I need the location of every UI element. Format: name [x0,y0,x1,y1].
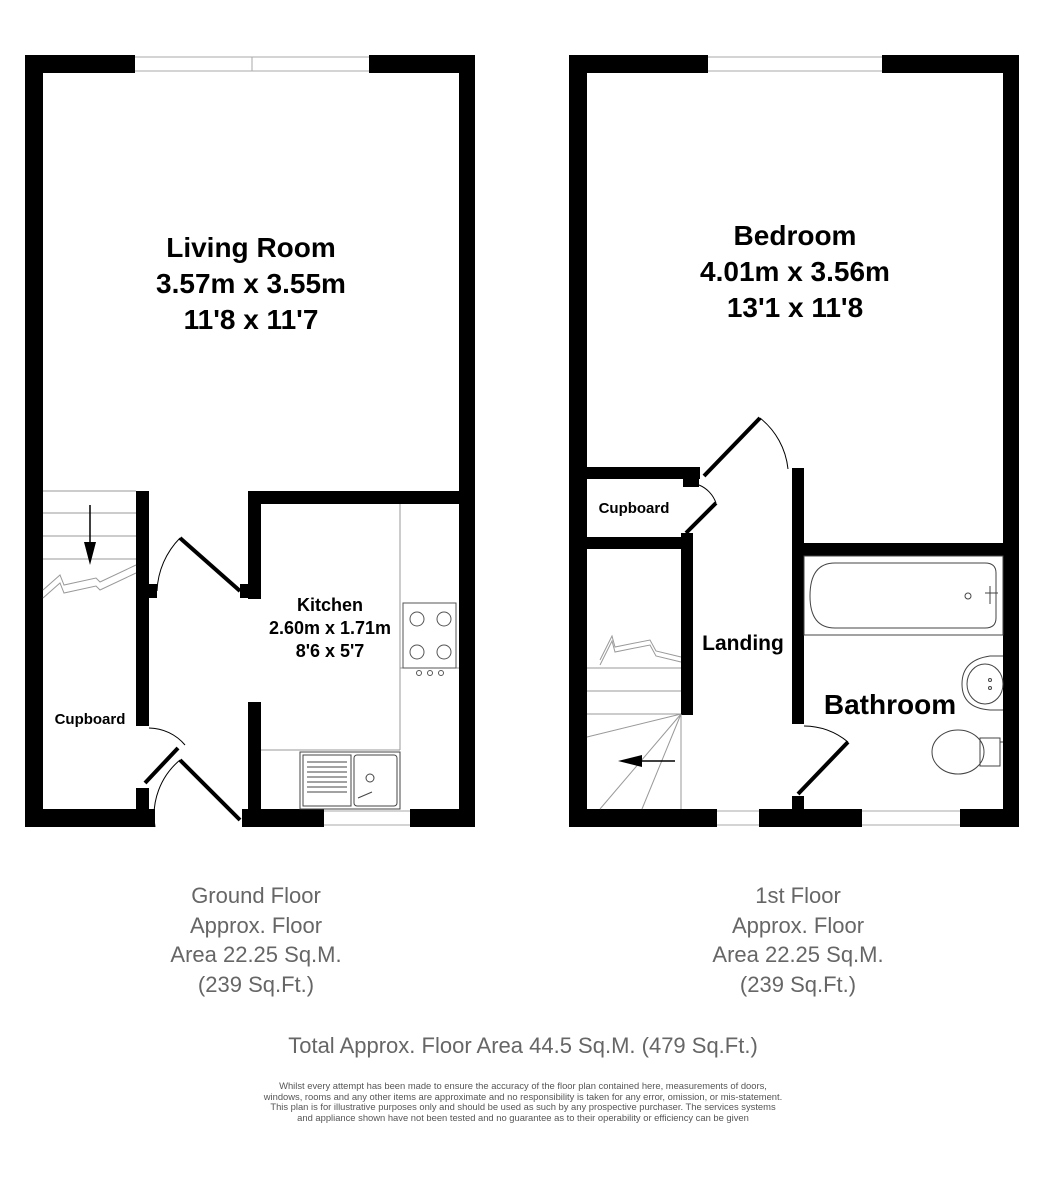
stairs-down-arrow [84,505,96,565]
first-cupboard-door [686,485,716,533]
ground-cupboard-name: Cupboard [54,711,126,728]
bathroom-window [862,811,960,825]
ground-floor-plan [25,55,475,827]
sink-icon [300,752,400,809]
living-room-name: Living Room [166,232,336,263]
first-floor-caption [672,881,924,999]
ground-floor-caption-line: (239 Sq.Ft.) [197,971,315,997]
bedroom-metric: 4.01m x 3.56m [700,256,890,287]
patio-door [135,57,369,71]
total-floor-area: Total Approx. Floor Area 44.5 Sq.M. (479 Sq.Ft.) [288,1033,758,1058]
bath-icon [804,556,1003,635]
stairs-left-arrow [618,755,675,767]
hob-icon [403,603,456,676]
bedroom-imperial: 13'1 x 11'8 [726,292,864,323]
bedroom-door [704,418,788,476]
bathroom-door [798,726,848,794]
first-cupboard-name: Cupboard [598,500,670,517]
ground-floor-caption-line: Area 22.25 Sq.M. [170,942,342,967]
ground-floor-caption-line: Approx. Floor [189,912,323,938]
cupboard-door [145,728,185,783]
kitchen-metric: 2.60m x 1.71m [268,618,392,638]
first-floor-caption-line: (239 Sq.Ft.) [739,971,857,997]
toilet-icon [932,730,1003,774]
first-floor-plan [569,55,1019,827]
ground-floor-caption-line: Ground Floor [191,883,321,908]
living-room-metric: 3.57m x 3.55m [156,268,346,299]
bedroom-window [708,57,882,71]
front-door [154,760,240,827]
basin-icon [962,656,1003,710]
landing-window [717,811,759,825]
kitchen-window [324,811,410,825]
landing-name: Landing [702,632,784,655]
bedroom-name: Bedroom [733,220,857,251]
disclaimer-text: Whilst every attempt has been made to ensure the accuracy of the floor plan contained here, measurements of doors, windows, rooms and any other items are approximate and no responsibility is taken for any error, omission, or mis-statement. This plan is for illustrative purposes only and should be used as such by any prospective purchaser. The services systems and appliance shown have not been tested and no guarantee as to their operability or efficiency can be given [263,1080,783,1123]
first-floor-stairs [587,636,681,809]
bathroom-name: Bathroom [823,689,957,720]
first-floor-caption-line: Area 22.25 Sq.M. [712,942,884,967]
kitchen-name: Kitchen [296,595,364,615]
ground-floor-caption [130,881,382,999]
first-floor-caption-line: 1st Floor [755,883,841,908]
kitchen-door [157,538,240,591]
first-floor-caption-line: Approx. Floor [731,912,865,938]
kitchen-imperial: 8'6 x 5'7 [295,641,365,661]
living-room-imperial: 11'8 x 11'7 [183,304,319,335]
